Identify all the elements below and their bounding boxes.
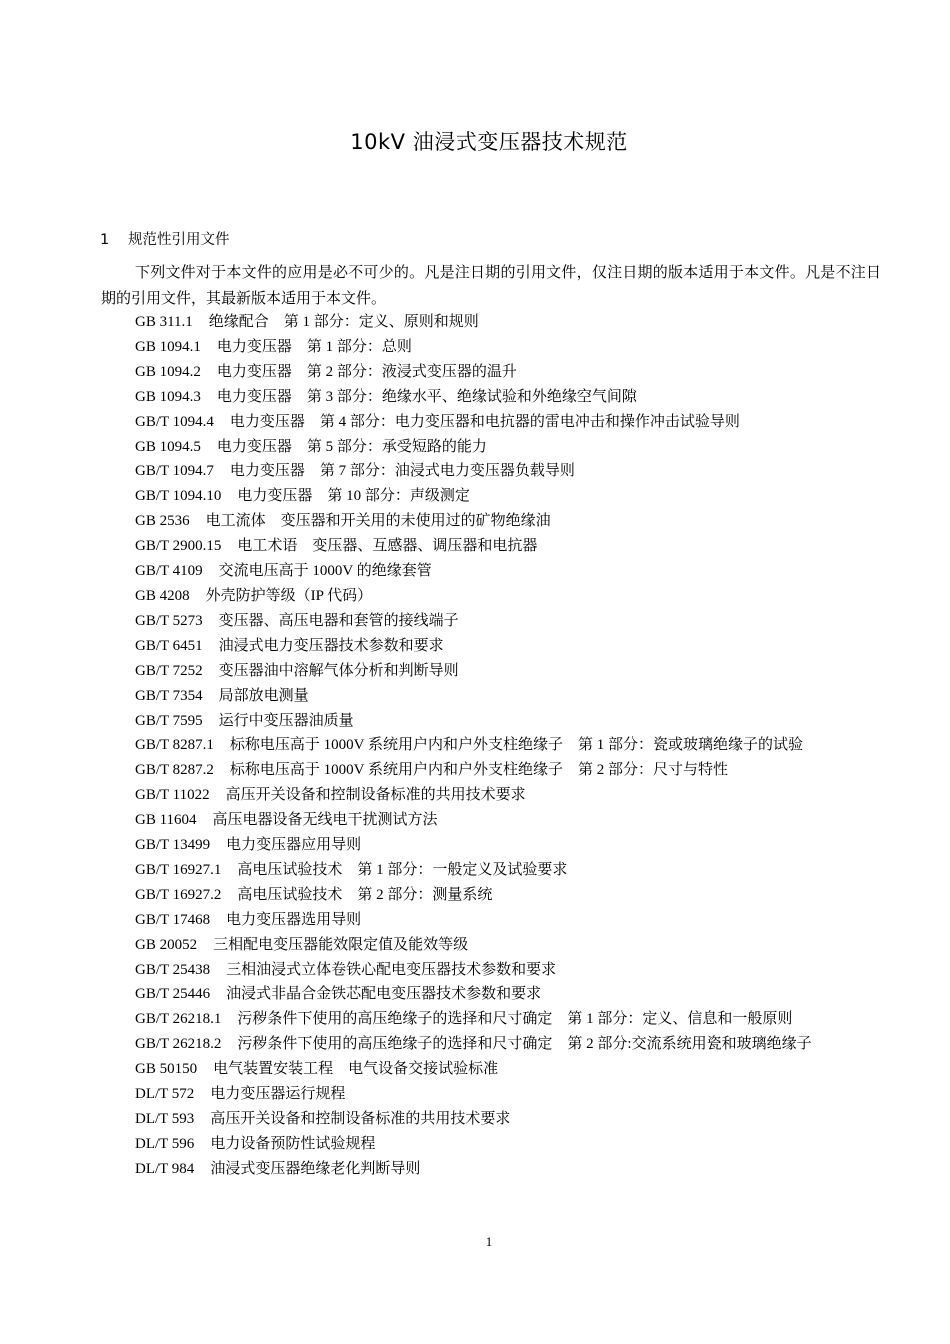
reference-item (101, 559, 891, 584)
reference-code: GB/T 17468 (135, 911, 211, 928)
reference-code: GB/T 1094.7 (135, 463, 214, 480)
reference-title: 电力变压器 第 5 部分：承受短路的能力 (216, 438, 487, 455)
reference-item (101, 1107, 891, 1132)
reference-title: 高压电器设备无线电干扰测试方法 (212, 812, 438, 829)
section-title: 规范性引用文件 (128, 232, 230, 248)
reference-title: 局部放电测量 (218, 687, 309, 704)
reference-item (101, 883, 891, 908)
reference-title: 外壳防护等级（IP 代码） (205, 587, 373, 604)
reference-list (101, 310, 891, 1182)
reference-code: GB/T 8287.1 (135, 737, 214, 754)
reference-item (101, 908, 891, 933)
reference-title: 高电压试验技术 第 1 部分：一般定义及试验要求 (237, 861, 568, 878)
reference-code: GB/T 26218.2 (135, 1036, 222, 1053)
reference-code: GB/T 26218.1 (135, 1011, 222, 1028)
reference-title: 电力变压器 第 2 部分：液浸式变压器的温升 (216, 363, 517, 380)
reference-item (101, 1032, 881, 1057)
reference-code: DL/T 572 (135, 1086, 195, 1103)
reference-title: 电力变压器运行规程 (210, 1086, 346, 1103)
reference-code: GB 1094.5 (135, 438, 201, 455)
reference-item (101, 684, 891, 709)
reference-code: DL/T 593 (135, 1111, 195, 1127)
reference-item (101, 709, 891, 734)
reference-title: 电力变压器 第 1 部分：总则 (216, 338, 412, 355)
reference-item (101, 385, 891, 410)
reference-item (101, 1157, 891, 1182)
reference-title: 电力变压器 第 10 部分：声级测定 (237, 488, 470, 505)
reference-item (101, 758, 891, 783)
reference-item (101, 933, 891, 958)
reference-title: 变压器、高压电器和套管的接线端子 (218, 612, 459, 629)
reference-item (101, 410, 891, 435)
reference-code: GB/T 7354 (135, 687, 203, 704)
reference-code: GB/T 13499 (135, 837, 211, 854)
reference-item (101, 335, 891, 360)
reference-code: GB 1094.2 (135, 363, 201, 380)
reference-title: 高压开关设备和控制设备标准的共用技术要求 (210, 1111, 511, 1127)
reference-item (101, 982, 891, 1007)
reference-code: GB 311.1 (135, 314, 193, 330)
reference-code: GB 20052 (135, 936, 198, 953)
reference-code: GB/T 2900.15 (135, 538, 222, 555)
reference-code: GB 11604 (135, 812, 197, 829)
reference-item (101, 958, 891, 983)
reference-item (101, 1132, 891, 1157)
reference-item (101, 733, 891, 758)
reference-item (101, 808, 891, 833)
reference-title: 电工流体 变压器和开关用的未使用过的矿物绝缘油 (205, 513, 551, 530)
reference-title: 标称电压高于 1000V 系统用户内和户外支柱绝缘子 第 1 部分：瓷或玻璃绝缘子的试验 (229, 737, 803, 754)
reference-code: GB/T 11022 (135, 787, 210, 804)
reference-title: 油浸式变压器绝缘老化判断导则 (210, 1160, 421, 1177)
reference-item (101, 534, 891, 559)
reference-item (101, 310, 891, 335)
reference-code: GB/T 7252 (135, 662, 203, 679)
reference-item (101, 858, 891, 883)
reference-title: 高电压试验技术 第 2 部分：测量系统 (237, 886, 493, 903)
reference-code: DL/T 984 (135, 1160, 195, 1177)
reference-code: GB/T 1094.4 (135, 413, 214, 430)
reference-item (101, 783, 891, 808)
reference-code: GB/T 16927.2 (135, 886, 222, 903)
reference-item (101, 509, 891, 534)
reference-title: 变压器油中溶解气体分析和判断导则 (218, 662, 459, 679)
reference-title: 电力变压器 第 7 部分：油浸式电力变压器负载导则 (229, 463, 575, 480)
reference-title: 电气装置安装工程 电气设备交接试验标准 (213, 1061, 499, 1078)
reference-item (101, 659, 891, 684)
reference-item (101, 1082, 891, 1107)
document-title: 10kV 油浸式变压器技术规范 (350, 130, 628, 154)
reference-title: 三相配电变压器能效限定值及能效等级 (213, 936, 469, 953)
reference-code: GB 50150 (135, 1061, 198, 1078)
reference-title: 污秽条件下使用的高压绝缘子的选择和尺寸确定 第 2 部分:交流系统用瓷和玻璃绝缘子 (237, 1036, 812, 1053)
reference-item (101, 833, 891, 858)
reference-title: 油浸式非晶合金铁芯配电变压器技术参数和要求 (226, 986, 542, 1003)
reference-item (101, 1007, 891, 1032)
reference-title: 电力设备预防性试验规程 (210, 1135, 376, 1152)
reference-title: 污秽条件下使用的高压绝缘子的选择和尺寸确定 第 1 部分：定义、信息和一般原则 (237, 1011, 793, 1028)
reference-code: GB 4208 (135, 587, 190, 604)
reference-title: 电力变压器 第 3 部分：绝缘水平、绝缘试验和外绝缘空气间隙 (216, 388, 637, 405)
reference-code: GB/T 7595 (135, 712, 203, 729)
reference-item (101, 1057, 891, 1082)
reference-title: 电力变压器 第 4 部分：电力变压器和电抗器的雷电冲击和操作冲击试验导则 (229, 413, 740, 430)
reference-code: DL/T 596 (135, 1135, 195, 1152)
section-number: 1 (100, 232, 110, 248)
reference-title: 电力变压器应用导则 (226, 837, 362, 854)
reference-title: 交流电压高于 1000V 的绝缘套管 (218, 563, 432, 580)
reference-code: GB/T 16927.1 (135, 861, 222, 878)
reference-item (101, 484, 891, 509)
intro-paragraph: 下列文件对于本文件的应用是必不可少的。凡是注日期的引用文件，仅注日期的版本适用于本文件。凡是不注日期的引用文件，其最新版本适用于本文件。 (101, 265, 881, 307)
page-number: 1 (485, 1234, 493, 1249)
reference-title: 高压开关设备和控制设备标准的共用技术要求 (225, 787, 526, 804)
reference-code: GB/T 25446 (135, 986, 211, 1003)
reference-code: GB/T 25438 (135, 961, 211, 978)
reference-title: 运行中变压器油质量 (218, 712, 354, 729)
reference-code: GB/T 1094.10 (135, 488, 222, 505)
reference-item (101, 634, 891, 659)
reference-code: GB/T 8287.2 (135, 762, 214, 779)
reference-code: GB/T 6451 (135, 637, 203, 654)
reference-title: 标称电压高于 1000V 系统用户内和户外支柱绝缘子 第 2 部分：尺寸与特性 (229, 762, 728, 779)
reference-title: 三相油浸式立体卷铁心配电变压器技术参数和要求 (226, 961, 557, 978)
reference-code: GB/T 5273 (135, 612, 203, 629)
reference-code: GB 1094.3 (135, 388, 201, 405)
reference-item (101, 459, 891, 484)
reference-item (101, 360, 891, 385)
section-heading (100, 228, 230, 249)
reference-code: GB 2536 (135, 513, 190, 530)
reference-code: GB/T 4109 (135, 563, 203, 580)
reference-item (101, 584, 891, 609)
reference-item (101, 609, 891, 634)
reference-title: 电工术语 变压器、互感器、调压器和电抗器 (237, 538, 538, 555)
reference-title: 油浸式电力变压器技术参数和要求 (218, 637, 444, 654)
reference-title: 绝缘配合 第 1 部分：定义、原则和规则 (208, 314, 479, 330)
reference-title: 电力变压器选用导则 (226, 911, 362, 928)
reference-item (101, 435, 891, 460)
reference-code: GB 1094.1 (135, 338, 201, 355)
